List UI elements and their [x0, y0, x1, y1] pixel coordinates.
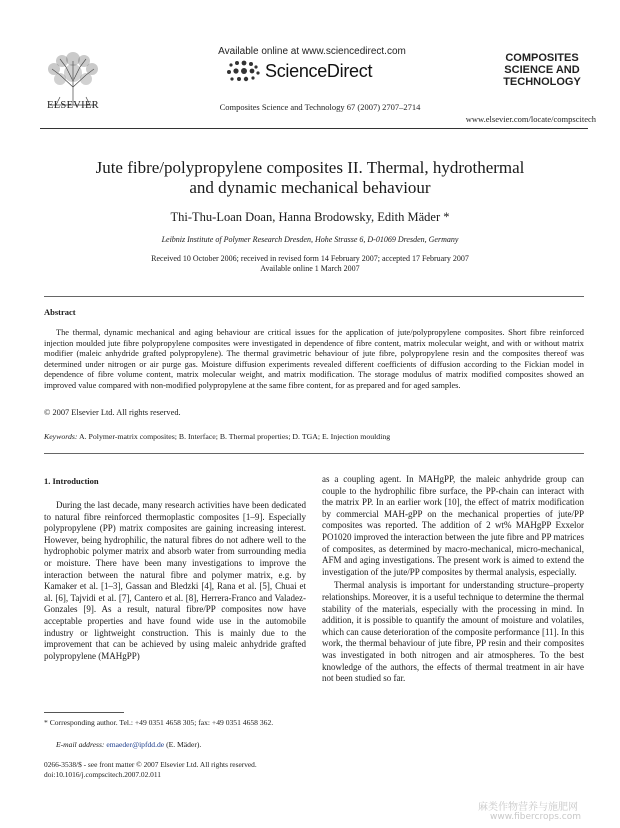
front-matter-info [44, 760, 306, 780]
online-date: Available online 1 March 2007 [260, 264, 360, 273]
issn-line: 0266-3538/$ - see front matter © 2007 Elsevier Ltd. All rights reserved. [44, 760, 257, 769]
watermark-url: www.fibercrops.com [490, 812, 581, 822]
journal-header [40, 44, 596, 126]
watermark-text: 麻类作物营养与施肥网 [478, 802, 578, 813]
journal-url[interactable]: www.elsevier.com/locate/compscitech [465, 114, 596, 124]
abstract-body: The thermal, dynamic mechanical and aging behaviour are critical issues for the application of jute/polypropylene composites. Short fibre reinforced injection moulded jute fibre polypropylene composites were investigated in dependence of fibre content, matrix molecular weight, and with or without matrix modifier (maleic anhydride grafted polypropylene). The thermal gravimetric behaviour of jute fibre, polypropylene resin and the composites thereof was determined under nitrogen or air purge gas. Moisture diffusion experiments revealed different coefficients of diffusion according to the Fickian model in dependence of fibre volume content, matrix molecular weight, and matrix modification. The storage modulus of matrix modified composites showed an improved value compared with non-modified polypropylene at the same fibre content, for as prepared and for aged samples. [44, 328, 584, 390]
abstract-heading: Abstract [44, 307, 76, 317]
keywords [44, 432, 584, 441]
keywords-label: Keywords: [44, 432, 78, 441]
author-list: Thi-Thu-Loan Doan, Hanna Brodowsky, Edith Mäder * [170, 210, 450, 224]
intro-paragraph: as a coupling agent. In MAHgPP, the maleic anhydride group can couple to the hydrophilic fibre surface, the PP-chain can interact with the matrix PP. In an earlier work [10], the effect of matrix modification by commercial MAH-gPP on the mechanical properties of jute/PP composites was reported. The addition of 2 wt% MAHgPP Exxelor PO1020 improved the interaction between the jute fibre and PP matrices of composites, as determined by macro-mechanical, micro-mechanical, AFM and aging investigations. The present work is aimed to extend the investigation of the jute/PP composites by thermal analysis, especially. [322, 474, 584, 577]
journal-brand [492, 52, 592, 88]
sciencedirect-wordmark: ScienceDirect [265, 61, 373, 81]
intro-left-column: During the last decade, many research activities have been dedicated to natural fibre reinforced thermoplastic composites [1–9]. Especially polypropylene (PP) matrix composites are gaining increasing interest. However, being hydrophilic, the natural fibres do not adhere well to the hydrophobic polymer matrix and absorb water from surrounding media or moisture. There have been many investigations to improve the interaction between the natural fibre and polymer matrix, e.g. by Kamaker et al. [1–3], Gassan and Bledzki [4], Rana et al. [5], Chuai et al. [6], Tajvidi et al. [7], Cantero et al. [8], Herrera-Franco and Valadez-Gonzales [9]. As a result, natural fibre/PP composites now have acceptable properties and have found wide use in the automobile industry or lightweight construction. This is mainly due to the improvement that can be achieved by using maleic anhydride grafted polypropylene (MAHgPP) [44, 500, 306, 661]
journal-citation: Composites Science and Technology 67 (2007) 2707–2714 [219, 102, 421, 112]
footnote-divider [44, 712, 124, 713]
intro-paragraph: Thermal analysis is important for understanding structure–property relationships. Moreover, it is a useful technique to determine the thermal stability of the materials, especially with the processing in mind. In addition, it is possible to quantify the amount of moisture and volatiles, which can cause deterioration of the composite performance [11]. In this work, the thermal behaviour of jute fibre, PP resin and their composites was investigated in both nitrogen and air atmospheres. To the best knowledge of the authors, the effects of thermal treatment in air have not been studied so far. [322, 580, 584, 684]
intro-right-column [322, 474, 584, 685]
article-dates [40, 254, 580, 274]
email-footnote [56, 740, 201, 749]
sciencedirect-logo [225, 59, 395, 89]
corresponding-author-note: * Corresponding author. Tel.: +49 0351 4658 305; fax: +49 0351 4658 362. [44, 718, 274, 727]
journal-brand-line: TECHNOLOGY [503, 76, 581, 88]
sciencedirect-dots-icon [225, 59, 261, 85]
abstract-bottom-divider [44, 453, 584, 454]
keywords-text: A. Polymer-matrix composites; B. Interface; B. Thermal properties; D. TGA; E. Injection moulding [77, 432, 391, 441]
journal-brand-line: COMPOSITES [505, 52, 579, 64]
abstract-copyright: © 2007 Elsevier Ltd. All rights reserved. [44, 408, 181, 417]
article-title-line: and dynamic mechanical behaviour [189, 178, 431, 197]
header-divider [40, 128, 588, 129]
abstract-top-divider [44, 296, 584, 297]
article-title [40, 158, 580, 198]
email-label: E-mail address: [56, 740, 105, 749]
email-suffix: (E. Mäder). [164, 740, 202, 749]
journal-brand-line: SCIENCE AND [504, 64, 580, 76]
affiliation: Leibniz Institute of Polymer Research Dresden, Hohe Strasse 6, D-01069 Dresden, Germany [161, 235, 459, 244]
doi-line[interactable]: doi:10.1016/j.compscitech.2007.02.011 [44, 769, 161, 779]
available-online-text: Available online at www.sciencedirect.com [218, 46, 406, 57]
article-title-line: Jute fibre/polypropylene composites II. Thermal, hydrothermal [95, 158, 525, 177]
email-link[interactable]: emaeder@ipfdd.de [106, 740, 165, 749]
publisher-name: ELSEVIER [47, 100, 99, 111]
received-dates: Received 10 October 2006; received in revised form 14 February 2007; accepted 17 February 2007 [151, 254, 469, 263]
section-heading-introduction: 1. Introduction [44, 476, 99, 486]
